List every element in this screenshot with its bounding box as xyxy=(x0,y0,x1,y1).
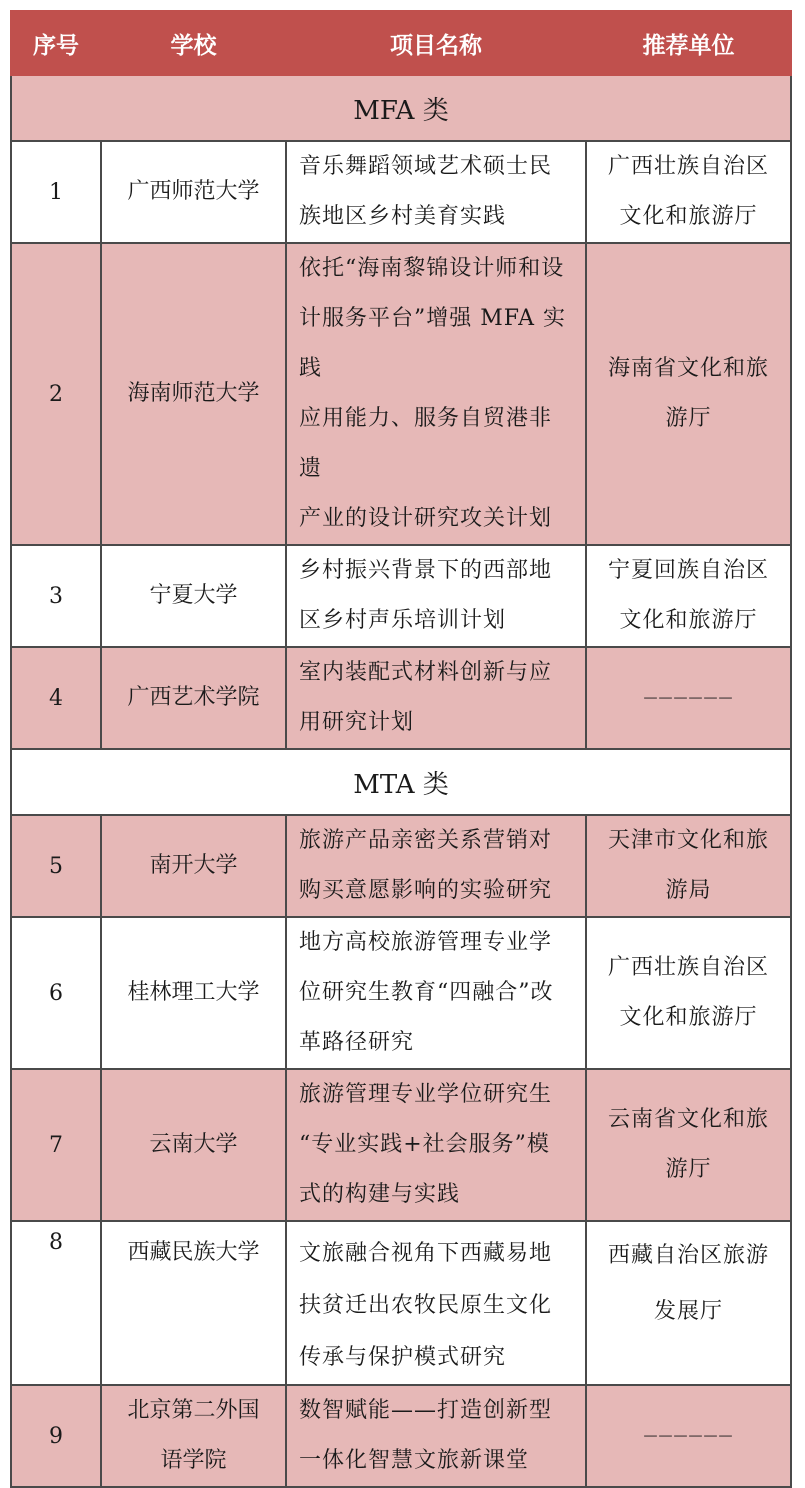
table-row xyxy=(11,243,791,545)
school-line: 桂林理工大学 xyxy=(127,980,260,1005)
school-line: 广西艺术学院 xyxy=(127,685,260,710)
row-school xyxy=(101,1069,286,1221)
row-unit xyxy=(586,647,791,749)
row-project xyxy=(286,647,586,749)
table-row xyxy=(11,647,791,749)
table-row xyxy=(11,1385,791,1487)
project-line: “专业实践+社会服务”模 xyxy=(299,1132,550,1157)
project-line: 旅游产品亲密关系营销对 xyxy=(299,828,553,853)
unit-line: 发展厅 xyxy=(653,1299,723,1324)
section-row-mfa xyxy=(11,75,791,141)
unit-line: 文化和旅游厅 xyxy=(619,1005,758,1030)
project-line: 室内装配式材料创新与应 xyxy=(299,660,553,685)
row-unit xyxy=(586,141,791,243)
project-line: 位研究生教育“四融合”改 xyxy=(299,980,554,1005)
school-line: 语学院 xyxy=(160,1448,227,1473)
unit-line: 云南省文化和旅 xyxy=(607,1107,769,1132)
row-school xyxy=(101,1221,286,1385)
project-line: 计服务平台”增强 MFA 实践 xyxy=(299,306,567,381)
table-row xyxy=(11,545,791,647)
row-num: 1 xyxy=(11,141,101,243)
project-line: 乡村振兴背景下的西部地 xyxy=(299,558,553,583)
school-line: 宁夏大学 xyxy=(149,583,238,608)
section-title-mta: MTA 类 xyxy=(11,749,791,815)
table-row xyxy=(11,141,791,243)
project-line: 依托“海南黎锦设计师和设 xyxy=(299,256,565,281)
unit-line: 游局 xyxy=(665,878,712,903)
unit-line: 文化和旅游厅 xyxy=(619,204,758,229)
table-row xyxy=(11,1221,791,1385)
row-school xyxy=(101,917,286,1069)
table-row xyxy=(11,917,791,1069)
header-row xyxy=(11,11,791,75)
table-row xyxy=(11,815,791,917)
school-line: 南开大学 xyxy=(149,853,238,878)
row-num: 8 xyxy=(11,1221,101,1385)
unit-line: 文化和旅游厅 xyxy=(619,608,758,633)
project-line: 区乡村声乐培训计划 xyxy=(299,608,507,633)
row-num: 7 xyxy=(11,1069,101,1221)
section-title-mfa: MFA 类 xyxy=(11,75,791,141)
row-num: 9 xyxy=(11,1385,101,1487)
row-unit xyxy=(586,917,791,1069)
row-num: 6 xyxy=(11,917,101,1069)
row-project xyxy=(286,1385,586,1487)
header-school: 学校 xyxy=(101,11,286,75)
row-unit xyxy=(586,815,791,917)
row-num: 3 xyxy=(11,545,101,647)
row-school xyxy=(101,647,286,749)
section-row-mta xyxy=(11,749,791,815)
header-num: 序号 xyxy=(11,11,101,75)
row-num: 4 xyxy=(11,647,101,749)
project-line: 族地区乡村美育实践 xyxy=(299,204,507,229)
unit-line: 游厅 xyxy=(665,1157,712,1182)
header-unit: 推荐单位 xyxy=(586,11,791,75)
project-line: 产业的设计研究攻关计划 xyxy=(299,506,553,531)
unit-line: 宁夏回族自治区 xyxy=(607,558,769,583)
row-project xyxy=(286,1069,586,1221)
project-line: 传承与保护模式研究 xyxy=(299,1345,507,1370)
project-line: 数智赋能——打造创新型 xyxy=(299,1398,553,1423)
school-line: 云南大学 xyxy=(149,1132,238,1157)
unit-line: 天津市文化和旅 xyxy=(607,828,769,853)
project-line: 应用能力、服务自贸港非遗 xyxy=(299,406,553,481)
row-project xyxy=(286,545,586,647)
row-unit xyxy=(586,545,791,647)
unit-line: 西藏自治区旅游 xyxy=(607,1243,769,1268)
row-unit xyxy=(586,1385,791,1487)
row-unit xyxy=(586,1069,791,1221)
project-line: 音乐舞蹈领域艺术硕士民 xyxy=(299,154,553,179)
row-unit xyxy=(586,243,791,545)
project-line: 文旅融合视角下西藏易地 xyxy=(299,1241,553,1266)
project-line: 购买意愿影响的实验研究 xyxy=(299,878,553,903)
project-line: 旅游管理专业学位研究生 xyxy=(299,1082,553,1107)
unit-line: 广西壮族自治区 xyxy=(607,955,769,980)
row-school xyxy=(101,545,286,647)
project-table xyxy=(10,10,792,1488)
project-line: 革路径研究 xyxy=(299,1030,415,1055)
header-project: 项目名称 xyxy=(286,11,586,75)
row-num: 2 xyxy=(11,243,101,545)
project-line: 用研究计划 xyxy=(299,710,415,735)
table-row xyxy=(11,1069,791,1221)
row-project xyxy=(286,243,586,545)
unit-line: 游厅 xyxy=(665,406,712,431)
unit-line: 广西壮族自治区 xyxy=(607,154,769,179)
row-school xyxy=(101,815,286,917)
school-line: 海南师范大学 xyxy=(127,381,260,406)
project-line: 扶贫迁出农牧民原生文化 xyxy=(299,1293,553,1318)
project-line: 地方高校旅游管理专业学 xyxy=(299,930,553,955)
row-school xyxy=(101,243,286,545)
school-line: 西藏民族大学 xyxy=(127,1240,260,1265)
project-line: 一体化智慧文旅新课堂 xyxy=(299,1448,530,1473)
row-project xyxy=(286,141,586,243)
row-project xyxy=(286,815,586,917)
unit-line: 海南省文化和旅 xyxy=(607,356,769,381)
row-num: 5 xyxy=(11,815,101,917)
school-line: 广西师范大学 xyxy=(127,179,260,204)
row-project xyxy=(286,917,586,1069)
school-line: 北京第二外国 xyxy=(127,1398,260,1423)
row-unit xyxy=(586,1221,791,1385)
unit-line: —————— xyxy=(643,1428,734,1444)
row-project xyxy=(286,1221,586,1385)
unit-line: —————— xyxy=(643,690,734,706)
row-school xyxy=(101,1385,286,1487)
project-line: 式的构建与实践 xyxy=(299,1182,461,1207)
row-school xyxy=(101,141,286,243)
